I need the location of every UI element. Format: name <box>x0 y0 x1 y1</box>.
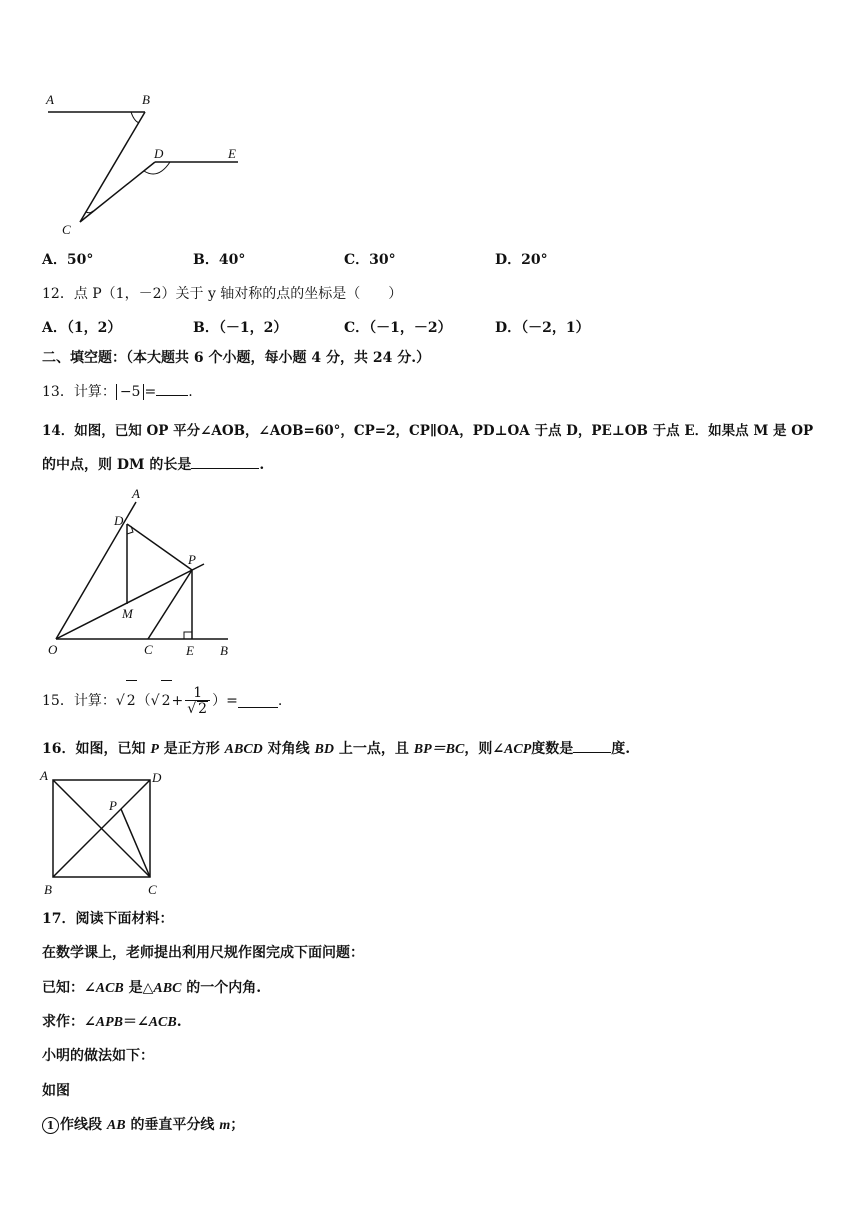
q15-close: ） <box>212 693 227 709</box>
q16 <box>42 740 630 759</box>
q17-req-eq: ＝∠ <box>122 1014 149 1030</box>
q13-abs-value: −5 <box>116 384 145 400</box>
q15-frac-num: 1 <box>185 686 210 701</box>
q16-acp: ACP <box>504 742 532 757</box>
q17-line1: 在数学课上，老师提出利用尺规作图完成下面问题： <box>42 945 364 961</box>
q12-option-a: A．（1，2） <box>42 320 122 336</box>
q15-sqrt-arg-2: 2 <box>161 680 172 721</box>
q17-known-acb: ACB <box>95 981 124 996</box>
label-d: D <box>152 770 162 785</box>
q14-line2 <box>42 456 264 474</box>
label-e: E <box>228 146 236 161</box>
q12-option-d: D．（－2，1） <box>495 320 590 336</box>
label-d: D <box>114 513 124 528</box>
label-e: E <box>186 643 194 658</box>
q15-plus: + <box>171 693 184 709</box>
q17-step-prefix: 作线段 <box>60 1117 102 1133</box>
q15-answer-blank[interactable] <box>238 695 278 708</box>
label-a: A <box>40 768 48 783</box>
q12-option-b: B．（－1，2） <box>193 320 288 336</box>
segment-pd <box>127 524 192 570</box>
q15-sqrt-arg: 2 <box>126 680 137 721</box>
segment-pc <box>121 809 150 877</box>
segment-pc <box>148 570 192 639</box>
q12-stem: 12．点 P（1，－2）关于 y 轴对称的点的坐标是（ ） <box>42 286 403 302</box>
q11-option-d: D．20° <box>495 252 548 268</box>
q17-step-mid: 的垂直平分线 <box>130 1117 215 1133</box>
q11-option-c: C．30° <box>344 252 396 268</box>
q15-frac-den: √ 2 <box>187 701 208 717</box>
label-b: B <box>44 882 52 897</box>
label-d: D <box>154 146 164 161</box>
label-c: C <box>144 642 153 657</box>
q17-title: 17．阅读下面材料： <box>42 911 174 927</box>
label-p: P <box>188 552 196 567</box>
q16-bd: BD <box>314 742 334 757</box>
q15-end: . <box>277 693 283 709</box>
label-c: C <box>62 222 71 237</box>
q17-step-m: m <box>219 1118 231 1133</box>
figure-angles-q11 <box>40 88 250 238</box>
label-c: C <box>148 882 157 897</box>
q15-open: （ <box>136 693 151 709</box>
q16-mid1: 是正方形 <box>163 741 220 757</box>
q16-mid4: ，则∠ <box>464 741 505 757</box>
q16-mid2: 对角线 <box>267 741 310 757</box>
q14-line1: 14．如图，已知 OP 平分∠AOB，∠AOB=60°，CP=2，CP∥OA，PD⊥OA 于点 D，PE⊥OB 于点 E．如果点 M 是 OP <box>42 423 814 439</box>
q17-known-prefix: 已知：∠ <box>42 980 96 996</box>
q16-mid5: 度数是 <box>531 741 574 757</box>
q13-end: . <box>188 384 193 400</box>
q17-known <box>42 979 261 998</box>
angle-arc-b <box>131 112 139 123</box>
q17-req-prefix: 求作：∠ <box>42 1014 96 1030</box>
q16-end: 度. <box>611 741 631 757</box>
figure-angle-bisector-q14 <box>40 484 250 664</box>
q17-known-mid: 是△ <box>128 980 154 996</box>
q17-step-end: ； <box>230 1117 245 1133</box>
q13 <box>42 383 193 401</box>
right-angle-e <box>184 632 192 639</box>
q14-answer-blank[interactable] <box>191 456 259 469</box>
step-number-badge: 1 <box>42 1117 59 1134</box>
figure-square-q16 <box>38 768 173 898</box>
q15-fraction <box>185 686 210 716</box>
q17-requirement <box>42 1013 182 1032</box>
q17-known-end: 的一个内角. <box>186 980 262 996</box>
q13-equals: = <box>144 384 157 400</box>
q13-prefix: 13．计算： <box>42 384 116 400</box>
q13-answer-blank[interactable] <box>156 383 188 396</box>
q15-equals: = <box>226 693 238 709</box>
q12-option-c: C．（－1，－2） <box>344 320 452 336</box>
q17-step1 <box>42 1116 244 1135</box>
q16-abcd: ABCD <box>224 742 263 757</box>
q17-step-ab: AB <box>106 1118 126 1133</box>
label-b: B <box>142 92 150 107</box>
q17-line4: 小明的做法如下： <box>42 1048 154 1064</box>
line-bc <box>80 112 145 222</box>
q14-line2-end: . <box>259 457 265 473</box>
q17-req-apb: APB <box>95 1015 123 1030</box>
q16-answer-blank[interactable] <box>573 740 611 753</box>
q15: 15．计算：√ 2（√ 2+ $\frac{1}{√ 2}$ ）= . <box>42 680 282 720</box>
q14-line2-prefix: 的中点，则 DM 的长是 <box>42 457 192 473</box>
q16-p: P <box>150 742 159 757</box>
label-b: B <box>220 643 228 658</box>
q15-prefix: 15．计算： <box>42 693 116 709</box>
label-a: A <box>46 92 54 107</box>
q17-req-end: . <box>176 1014 182 1030</box>
q16-bp-bc: BP＝BC <box>413 742 465 757</box>
q16-prefix: 16．如图，已知 <box>42 741 146 757</box>
q11-option-b: B．40° <box>193 252 246 268</box>
q17-known-abc: ABC <box>153 981 182 996</box>
label-m: M <box>122 606 133 621</box>
section-heading: 二、填空题：（本大题共 6 个小题，每小题 4 分，共 24 分.） <box>42 350 431 366</box>
label-o: O <box>48 642 58 657</box>
q16-mid3: 上一点，且 <box>338 741 409 757</box>
label-p: P <box>109 798 117 813</box>
q11-option-a: A．50° <box>42 252 94 268</box>
label-a: A <box>132 486 140 501</box>
q17-req-acb: ACB <box>148 1015 177 1030</box>
line-cd <box>80 162 155 222</box>
q17-line5: 如图 <box>42 1083 70 1099</box>
